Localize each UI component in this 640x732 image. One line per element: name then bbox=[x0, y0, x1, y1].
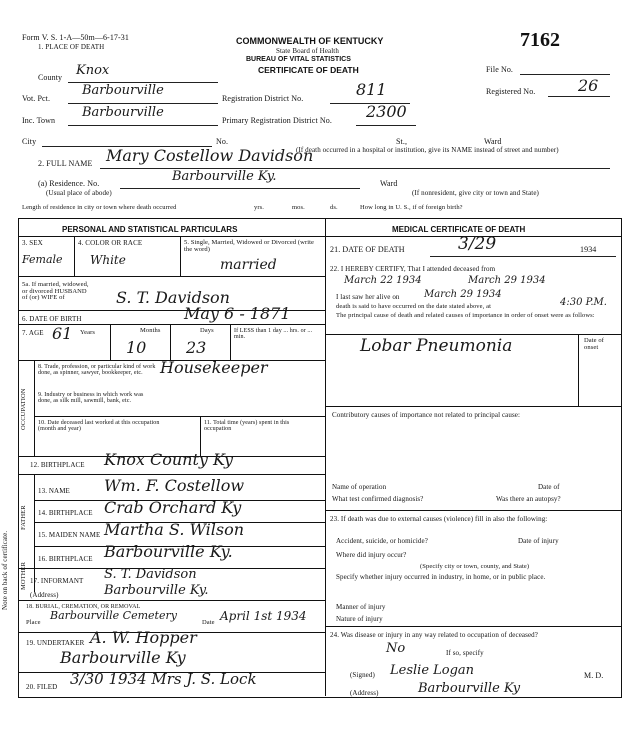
city-ward-label: Ward bbox=[484, 137, 502, 146]
trade-label: 8. Trade, profession, or particular kind of work done, as spinner, sawyer, bookkeeper, etc. bbox=[38, 364, 156, 376]
age-label: 7. AGE bbox=[22, 329, 44, 337]
length-of-residence-note: Length of residence in city or town where death occurred bbox=[22, 204, 177, 211]
informant-value: S. T. Davidson bbox=[104, 567, 197, 582]
total-time-label: 11. Total time (years) spent in this occupation bbox=[204, 420, 290, 432]
inc-town-label: Inc. Town bbox=[22, 116, 56, 125]
title-commonwealth: COMMONWEALTH OF KENTUCKY bbox=[236, 36, 384, 46]
full-name-value: Mary Costellow Davidson bbox=[106, 146, 314, 165]
how-long-us: How long in U. S., if of foreign birth? bbox=[360, 204, 463, 211]
industry-injury-label: Specify whether injury occurred in industry, in home, or in public place. bbox=[336, 573, 546, 581]
age-days-label: Days bbox=[200, 327, 214, 334]
industry-label: 9. Industry or business in which work was done, as silk mill, sawmill, bank, etc. bbox=[38, 392, 144, 404]
burial-date-value: April 1st 1934 bbox=[220, 609, 307, 623]
last-saw-label: I last saw her alive on bbox=[336, 293, 400, 301]
vot-pct-label: Vot. Pct. bbox=[22, 94, 51, 103]
age-months: 10 bbox=[126, 338, 147, 357]
city-no-label: No. bbox=[216, 137, 229, 146]
spouse-value: S. T. Davidson bbox=[116, 288, 230, 307]
birthplace-label: 12. BIRTHPLACE bbox=[30, 461, 85, 469]
manner-label: Manner of injury bbox=[336, 603, 386, 611]
vot-pct-value: Barbourville bbox=[82, 83, 164, 98]
file-no-label: File No. bbox=[486, 65, 514, 74]
death-time-value: 4:30 P.M. bbox=[560, 297, 607, 308]
burial-label: 18. BURIAL, CREMATION, OR REMOVAL bbox=[26, 604, 141, 610]
sex-value: Female bbox=[22, 253, 63, 266]
undertaker-value: A. W. Hopper bbox=[90, 628, 197, 647]
spouse-label: 5a. If married, widowed, or divorced HUSBAND of (or) WIFE of bbox=[22, 281, 89, 301]
cause-note: The principal cause of death and related causes of importance in order of onset were as follows: bbox=[336, 312, 595, 319]
registration-district-label: Registration District No. bbox=[222, 94, 304, 103]
age-years-label: Years bbox=[80, 329, 96, 336]
marital-value: married bbox=[220, 257, 277, 273]
occupation-side-label: OCCUPATION bbox=[20, 388, 27, 430]
mother-birthplace-value: Barbourville Ky. bbox=[104, 542, 233, 561]
mother-name-value: Martha S. Wilson bbox=[104, 520, 245, 539]
city-label: City bbox=[22, 137, 37, 146]
specify-city-label: (Specify city or town, county, and State) bbox=[420, 563, 530, 570]
certify-label: 22. I HEREBY CERTIFY, That I attended deceased from bbox=[330, 265, 496, 273]
length-yrs: yrs. bbox=[254, 204, 264, 211]
signed-label: (Signed) bbox=[350, 671, 375, 679]
medical-heading: MEDICAL CERTIFICATE OF DEATH bbox=[392, 225, 526, 234]
residence-ward-label: Ward bbox=[380, 179, 398, 188]
cause-value: Lobar Pneumonia bbox=[360, 336, 513, 356]
md-label: M. D. bbox=[584, 671, 604, 680]
informant-address-label: (Address) bbox=[30, 591, 59, 599]
filed-label: 20. FILED bbox=[26, 683, 58, 691]
county-value: Knox bbox=[76, 63, 110, 78]
nonresident-note: (If nonresident, give city or town and State) bbox=[412, 189, 539, 197]
dob-label: 6. DATE OF BIRTH bbox=[22, 315, 82, 323]
onset-label: Date of onset bbox=[584, 337, 605, 351]
length-ds: ds. bbox=[330, 204, 338, 211]
date-of-death-year: 1934 bbox=[580, 245, 597, 254]
marital-label: 5. Single, Married, Widowed or Divorced (write the word) bbox=[184, 239, 315, 253]
father-birthplace-value: Crab Orchard Ky bbox=[104, 498, 242, 517]
undertaker-address: Barbourville Ky bbox=[60, 648, 186, 667]
less-than-day-label: If LESS than 1 day ... hrs. or ... min. bbox=[234, 328, 313, 340]
father-birthplace-label: 14. BIRTHPLACE bbox=[38, 509, 93, 517]
father-side-label: FATHER bbox=[20, 505, 27, 530]
attended-from-value: March 22 1934 bbox=[344, 275, 422, 286]
undertaker-label: 19. UNDERTAKER bbox=[26, 639, 85, 647]
contributory-label: Contributory causes of importance not related to principal cause: bbox=[332, 411, 521, 419]
date-of-death-value: 3/29 bbox=[458, 234, 497, 254]
if-so-specify-label: If so, specify bbox=[446, 649, 484, 657]
color-label: 4. COLOR OR RACE bbox=[78, 239, 143, 247]
informant-address-value: Barbourville Ky. bbox=[104, 583, 209, 598]
full-name-label: 2. FULL NAME bbox=[38, 159, 93, 168]
primary-district-label: Primary Registration District No. bbox=[222, 116, 332, 125]
burial-date-label: Date bbox=[202, 619, 215, 626]
mother-name-label: 15. MAIDEN NAME bbox=[38, 531, 101, 539]
age-years: 61 bbox=[52, 324, 73, 343]
residence-value: Barbourville Ky. bbox=[172, 169, 277, 184]
registered-no-value: 26 bbox=[578, 76, 599, 95]
death-occurred-label: death is said to have occurred on the date stated above, at bbox=[336, 303, 491, 310]
title-bureau: BUREAU OF VITAL STATISTICS bbox=[246, 56, 351, 63]
autopsy-label: Was there an autopsy? bbox=[496, 495, 561, 503]
county-label: County bbox=[38, 73, 63, 82]
length-mos: mos. bbox=[292, 204, 305, 211]
certificate-number: 7162 bbox=[520, 29, 560, 51]
operation-date-label: Date of bbox=[538, 483, 560, 491]
last-worked-label: 10. Date deceased last worked at this occupation (month and year) bbox=[38, 420, 160, 432]
accident-label: Accident, suicide, or homicide? bbox=[336, 537, 428, 545]
external-causes-label: 23. If death was due to external causes (violence) fill in also the following: bbox=[330, 515, 548, 523]
burial-place-value: Barbourville Cemetery bbox=[50, 609, 177, 622]
informant-label: 17. INFORMANT bbox=[30, 577, 84, 585]
diagnosis-label: What test confirmed diagnosis? bbox=[332, 495, 424, 503]
birthplace-value: Knox County Ky bbox=[104, 450, 234, 469]
personal-heading: PERSONAL AND STATISTICAL PARTICULARS bbox=[62, 225, 238, 234]
primary-district-value: 2300 bbox=[366, 102, 407, 121]
nature-label: Nature of injury bbox=[336, 615, 383, 623]
dob-value: May 6 - 1871 bbox=[184, 304, 291, 323]
color-value: White bbox=[90, 253, 126, 267]
burial-place-label: Place bbox=[26, 619, 41, 626]
city-st-label: St., bbox=[396, 137, 408, 146]
side-note: Note on back of certificate. bbox=[1, 530, 9, 610]
medical-address-label: (Address) bbox=[350, 689, 379, 697]
title-certificate: CERTIFICATE OF DEATH bbox=[258, 65, 359, 75]
date-of-death-label: 21. DATE OF DEATH bbox=[330, 245, 405, 254]
hospital-note: (If death occurred in a hospital or institution, give its NAME instead of street and number) bbox=[296, 146, 559, 154]
father-name-label: 13. NAME bbox=[38, 487, 70, 495]
occupation-answer: No bbox=[386, 641, 406, 656]
signed-value: Leslie Logan bbox=[390, 663, 475, 678]
father-name-value: Wm. F. Costellow bbox=[104, 476, 245, 495]
residence-label: (a) Residence. No. bbox=[38, 179, 100, 188]
residence-sub: (Usual place of abode) bbox=[46, 189, 112, 197]
age-days: 23 bbox=[186, 338, 207, 357]
operation-label: Name of operation bbox=[332, 483, 387, 491]
sex-label: 3. SEX bbox=[22, 239, 43, 247]
form-code: Form V. S. 1-A—50m—6-17-31 bbox=[22, 33, 129, 42]
registered-no-label: Registered No. bbox=[486, 87, 536, 96]
where-injury-label: Where did injury occur? bbox=[336, 551, 407, 559]
place-of-death-heading: 1. PLACE OF DEATH bbox=[38, 43, 105, 51]
attended-to-value: March 29 1934 bbox=[468, 275, 546, 286]
inc-town-value: Barbourville bbox=[82, 105, 164, 120]
title-board: State Board of Health bbox=[276, 47, 339, 55]
medical-address-value: Barbourville Ky bbox=[418, 681, 521, 696]
registration-district-value: 811 bbox=[356, 80, 387, 99]
mother-birthplace-label: 16. BIRTHPLACE bbox=[38, 555, 93, 563]
filed-value: 3/30 1934 Mrs J. S. Lock bbox=[70, 670, 257, 688]
trade-value: Housekeeper bbox=[160, 358, 268, 377]
last-saw-value: March 29 1934 bbox=[424, 289, 502, 300]
injury-date-label: Date of injury bbox=[518, 537, 559, 545]
age-months-label: Months bbox=[140, 327, 161, 334]
mother-side-label: MOTHER bbox=[20, 561, 27, 590]
occupation-question: 24. Was disease or injury in any way related to occupation of deceased? bbox=[330, 631, 538, 639]
